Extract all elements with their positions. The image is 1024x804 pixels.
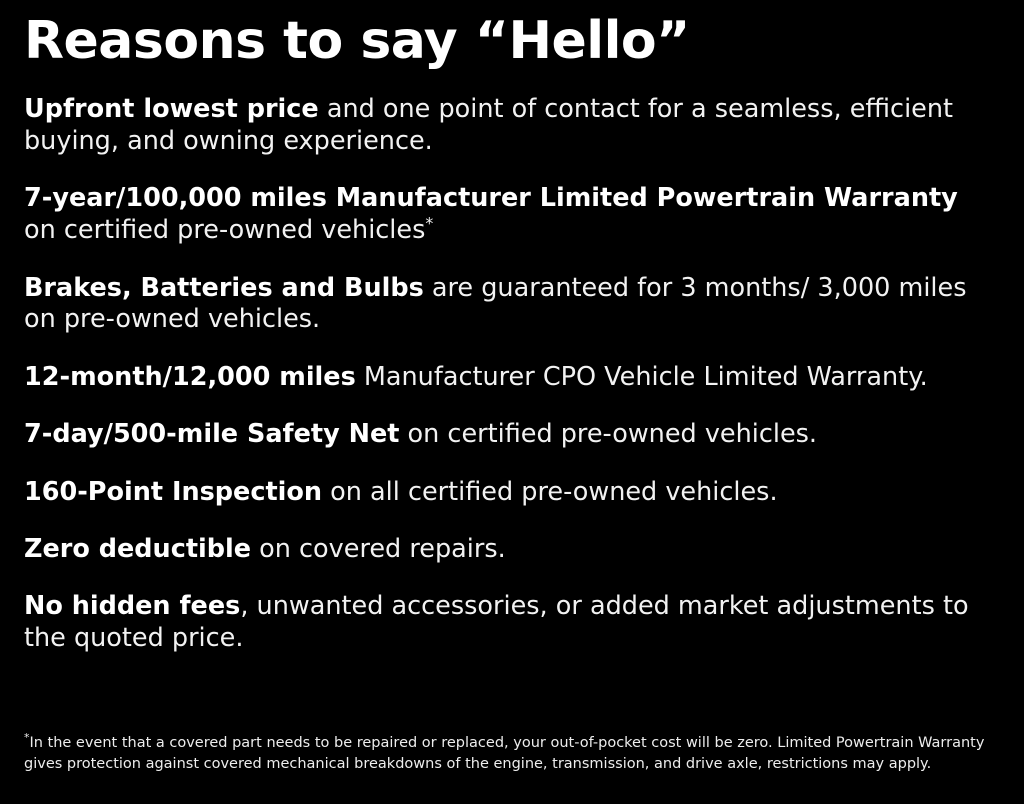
list-item xyxy=(24,534,984,566)
list-item xyxy=(24,94,984,158)
list-item xyxy=(24,477,984,509)
list-item xyxy=(24,362,984,394)
list-item-lead: No hidden fees xyxy=(24,591,241,622)
list-item-lead: Zero deductible xyxy=(24,533,252,564)
list-item-text: Manufacturer CPO Vehicle Limited Warranty. xyxy=(355,361,928,392)
list-item-lead: 12-month/12,000 miles xyxy=(24,361,356,392)
bullet-list xyxy=(24,94,1000,655)
list-item-text: are guaranteed for 3 months/ 3,000 miles on pre-owned vehicles. xyxy=(24,272,967,335)
list-item-text: on certified pre-owned vehicles. xyxy=(399,419,818,450)
list-item-text: on covered repairs. xyxy=(251,533,506,564)
list-item-text: on certified pre-owned vehicles xyxy=(24,215,426,246)
list-item-text: and one point of contact for a seamless, efficient buying, and owning experience. xyxy=(24,94,954,156)
list-item-lead: 160-Point Inspection xyxy=(24,476,323,507)
footnote-text: In the event that a covered part needs to be repaired or replaced, your out-of-pocket cost will be zero. Limited Powertrain Warranty gives protection against covered mechanical breakdowns of the engine, transmission, and drive axle, restrictions may apply. xyxy=(24,735,985,773)
footnote-ref: * xyxy=(425,213,434,233)
list-item xyxy=(24,273,984,337)
footnote xyxy=(24,733,1000,775)
list-item-text: on all certified pre-owned vehicles. xyxy=(322,476,778,507)
footnote-marker: * xyxy=(24,731,30,745)
page-title: Reasons to say “Hello” xyxy=(24,11,690,71)
list-item xyxy=(24,591,984,655)
list-item-lead: Upfront lowest price xyxy=(24,94,319,125)
list-item-lead: 7-year/100,000 miles Manufacturer Limited Powertrain Warranty xyxy=(24,183,958,214)
list-item-text: , unwanted accessories, or added market adjustments to the quoted price. xyxy=(24,591,969,654)
list-item-lead: 7-day/500-mile Safety Net xyxy=(24,419,400,450)
list-item xyxy=(24,419,984,451)
list-item xyxy=(24,183,984,247)
list-item-lead: Brakes, Batteries and Bulbs xyxy=(24,272,424,303)
